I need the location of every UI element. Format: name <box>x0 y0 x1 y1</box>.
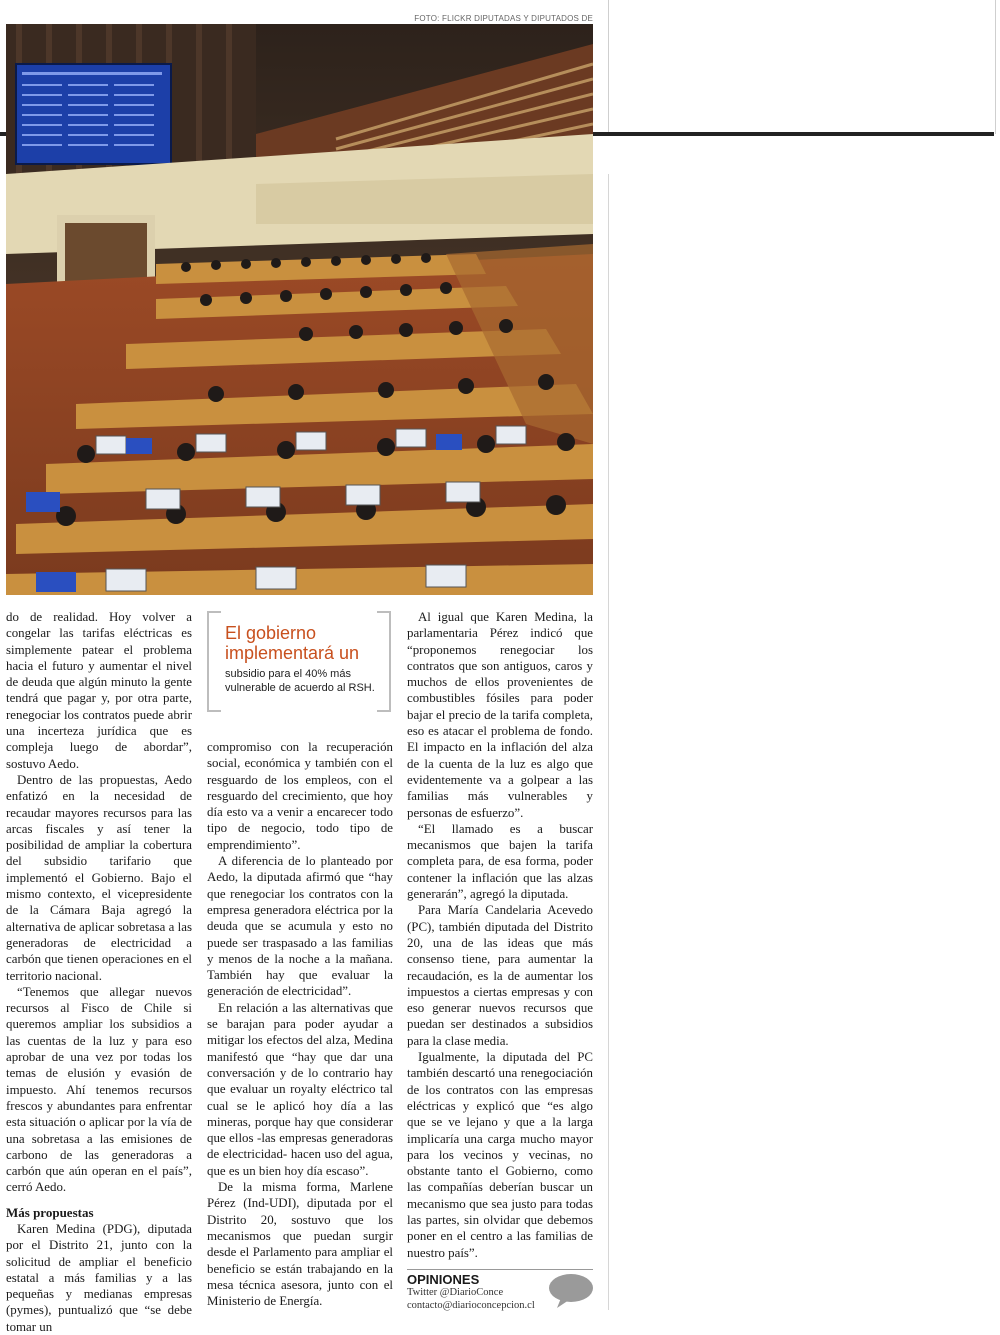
column-divider <box>608 174 609 1310</box>
paragraph: Igualmente, la diputada del PC también descartó una renegociación de los contratos con las empresas eléctricas y explicó que “es algo que se ve lejano y que a la larga implicaría una carga mucho mayor para los vecinos y vecinas, no obstante tanto el Gobierno, como las compañías deberían buscar un mecanismo que sea justo para todas las partes, sin olvidar que debemos poner en el centro a las familias de nuestro país”. <box>407 1050 593 1260</box>
speech-bubble-icon <box>547 1272 595 1310</box>
pull-quote-title: El gobierno implementará un <box>225 623 360 663</box>
contact-email[interactable]: contacto@diarioconcepcion.cl <box>407 1300 535 1311</box>
twitter-handle[interactable]: Twitter @DiarioConce <box>407 1287 504 1298</box>
pull-quote-bracket-left <box>207 611 221 712</box>
opiniones-title: OPINIONES <box>407 1272 480 1287</box>
top-right-blank-panel <box>608 0 996 134</box>
pull-quote-subtitle: subsidio para el 40% más vulnerable de acuerdo al RSH. <box>225 668 375 694</box>
section-rule-right <box>593 132 994 136</box>
pull-quote <box>207 611 391 708</box>
section-rule-left <box>0 132 6 136</box>
paragraph: do de realidad. Hoy volver a congelar las tarifas eléctricas es simplemente patear el problema hacia el futuro y aumentar el nivel de deuda que algún minuto la gente tendrá que pagar y, por otra parte, renegociar los contratos puede abrir una incerteza jurídica que es compleja luego de abordar”, sostuvo Aedo. <box>6 610 192 771</box>
article-column-1 <box>6 609 192 1335</box>
paragraph: “El llamado es a buscar mecanismos que bajen la tarifa completa para, de esa forma, poder contener la inflación que las alzas generarán”, agregó la diputada. <box>407 821 593 902</box>
paragraph: En relación a las alternativas que se barajan para poder ayudar a mitigar los efectos del alza, Medina manifestó que “hay que dar una conversación y de lo contrario hay que evaluar un royalty eléctrico tal cual se le aplicó hoy día a las mineras, porque hay que considerar que ellos -las empresas generadoras de electricidad- hacen uso del agua, que es un bien hoy día escaso”. <box>207 1000 393 1178</box>
opiniones-box <box>407 1269 593 1314</box>
subheading: Más propuestas <box>6 1204 94 1220</box>
article-column-3 <box>407 609 593 1261</box>
paragraph: Para María Candelaria Acevedo (PC), también diputada del Distrito 20, una de las ideas que más consenso tiene, para aumentar la recaudación, es la de aumentar los impuestos a ciertas empresas y con eso generar nuevos recursos que puedan ser destinados a subsidios para la clase media. <box>407 903 593 1048</box>
paragraph: Karen Medina (PDG), diputada por el Distrito 21, junto con la solicitud de ampliar el beneficio estatal a más familias y a las pequeñas y medianas empresas (pymes), puntualizó que “se debe tomar un <box>6 1221 192 1334</box>
chamber-photo <box>6 24 593 595</box>
paragraph: compromiso con la recuperación social, económica y también con el resguardo de los empleos, con el resguardo del crecimiento, que hoy día esto va a venir a encarecer todo tipo de negocio, todo tipo de emprendimiento”. <box>207 740 393 852</box>
photo-credit: FOTO: FLICKR DIPUTADAS Y DIPUTADOS DE <box>414 14 593 23</box>
paragraph: “Tenemos que allegar nuevos recursos al Fisco de Chile si queremos ampliar los subsidios a las cuentas de la luz y para eso aprobar de una vez por todas los temas de elusión y evasión de impuesto. Ahí tenemos recursos frescos y abundantes para enfrentar esta situación o aplicar por la vía de una sobretasa a las emisiones de carbono de las generadoras a carbón que aún operan en el país”, cerró Aedo. <box>6 984 192 1195</box>
paragraph: De la misma forma, Marlene Pérez (Ind-UDI), diputada por el Distrito 20, sostuvo que los mecanismos que puedan surgir desde el Parlamento para ampliar el beneficio se están trabajando en la mesa técnica asesora, junto con el Ministerio de Energía. <box>207 1180 393 1309</box>
chamber-photo-illustration <box>6 24 593 595</box>
paragraph: Al igual que Karen Medina, la parlamentaria Pérez indicó que “proponemos renegociar los contratos que son antiguos, caros y muchos de ellos provenientes de combustibles fósiles para poder bajar el precio de la tarifa completa, eso es atacar el problema de fondo. El impacto en la inflación del alza de la cuenta de la luz es algo que evidentemente va a golpear a las familias más vulnerables y personas de esfuerzo”. <box>407 610 593 820</box>
article-column-2 <box>207 739 393 1309</box>
paragraph: Dentro de las propuestas, Aedo enfatizó en la necesidad de recaudar mayores recursos para las arcas fiscales y así tener la posibilidad de ampliar la cobertura del subsidio tarifario que implementó el Gobierno. Bajo el mismo contexto, el vicepresidente de la Cámara Baja agregó la alternativa de aplicar sobretasa a las generadoras de electricidad a carbón que tienen operaciones en el territorio nacional. <box>6 772 192 983</box>
paragraph: A diferencia de lo planteado por Aedo, la diputada afirmó que “hay que renegociar los contratos con la empresa generadora eléctrica por la deuda que se acumula y esto no puede ser traspasado a las familias y menos de la noche a la mañana. También hay que evaluar la generación de electricidad”. <box>207 854 393 999</box>
